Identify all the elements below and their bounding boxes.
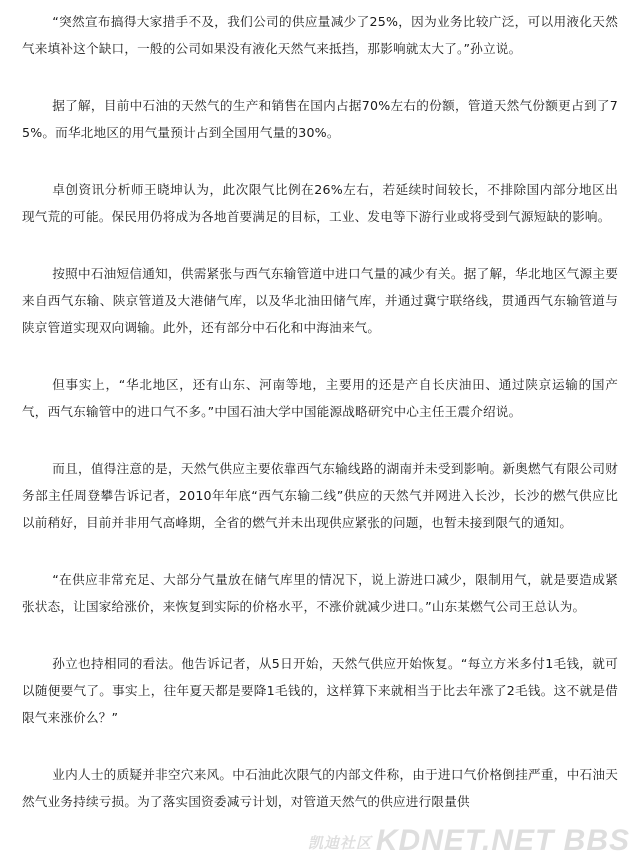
watermark-main-text: KDNET.NET BBS bbox=[375, 824, 630, 857]
article-paragraph: “在供应非常充足、大部分气量放在储气库里的情况下，说上游进口减少，限制用气，就是要造成紧张状态，让国家给涨价，来恢复到实际的价格水平，不涨价就减少进口。”山东某燃气公司王总认为。 bbox=[22, 572, 618, 614]
article-paragraph: 孙立也持相同的看法。他告诉记者，从5日开始，天然气供应开始恢复。“每立方米多付1毛钱，就可以随便要气了。事实上，往年夏天都是要降1毛钱的，这样算下来就相当于比去年涨了2毛钱。这不就是借限气来涨价么？” bbox=[22, 656, 618, 725]
article-paragraph: 卓创资讯分析师王晓坤认为，此次限气比例在26%左右，若延续时间较长，不排除国内部分地区出现气荒的可能。保民用仍将成为各地首要满足的目标，工业、发电等下游行业或将受到气源短缺的影响。 bbox=[22, 182, 618, 224]
article-paragraph: 而且，值得注意的是，天然气供应主要依靠西气东输线路的湖南并未受到影响。新奥燃气有限公司财务部主任周登攀告诉记者，2010年年底“西气东输二线”供应的天然气并网进入长沙，长沙的燃气供应比以前稍好，目前并非用气高峰期，全省的燃气并未出现供应紧张的问题，也暂未接到限气的通知。 bbox=[22, 461, 618, 530]
article-body bbox=[22, 8, 618, 845]
watermark-small-text: 凯迪社区 bbox=[307, 834, 372, 852]
article-paragraph: “突然宣布搞得大家措手不及，我们公司的供应量减少了25%，因为业务比较广泛，可以用液化天然气来填补这个缺口，一般的公司如果没有液化天然气来抵挡，那影响就太大了。”孙立说。 bbox=[22, 14, 618, 56]
article-paragraph: 但事实上，“华北地区，还有山东、河南等地，主要用的还是产自长庆油田、通过陕京运输的国产气，西气东输管中的进口气不多。”中国石油大学中国能源战略研究中心主任王震介绍说。 bbox=[22, 377, 618, 419]
article-paragraph: 据了解，目前中石油的天然气的生产和销售在国内占据70%左右的份额，管道天然气份额更占到了75%。而华北地区的用气量预计占到全国用气量的30%。 bbox=[22, 98, 618, 140]
article-paragraph: 业内人士的质疑并非空穴来风。中石油此次限气的内部文件称，由于进口气价格倒挂严重，中石油天然气业务持续亏损。为了落实国资委减亏计划，对管道天然气的供应进行限量供 bbox=[22, 767, 618, 809]
article-paragraph: 按照中石油短信通知，供需紧张与西气东输管道中进口气量的减少有关。据了解，华北地区气源主要来自西气东输、陕京管道及大港储气库，以及华北油田储气库，并通过冀宁联络线，贯通西气东输管道与陕京管道实现双向调输。此外，还有部分中石化和中海油来气。 bbox=[22, 266, 618, 335]
